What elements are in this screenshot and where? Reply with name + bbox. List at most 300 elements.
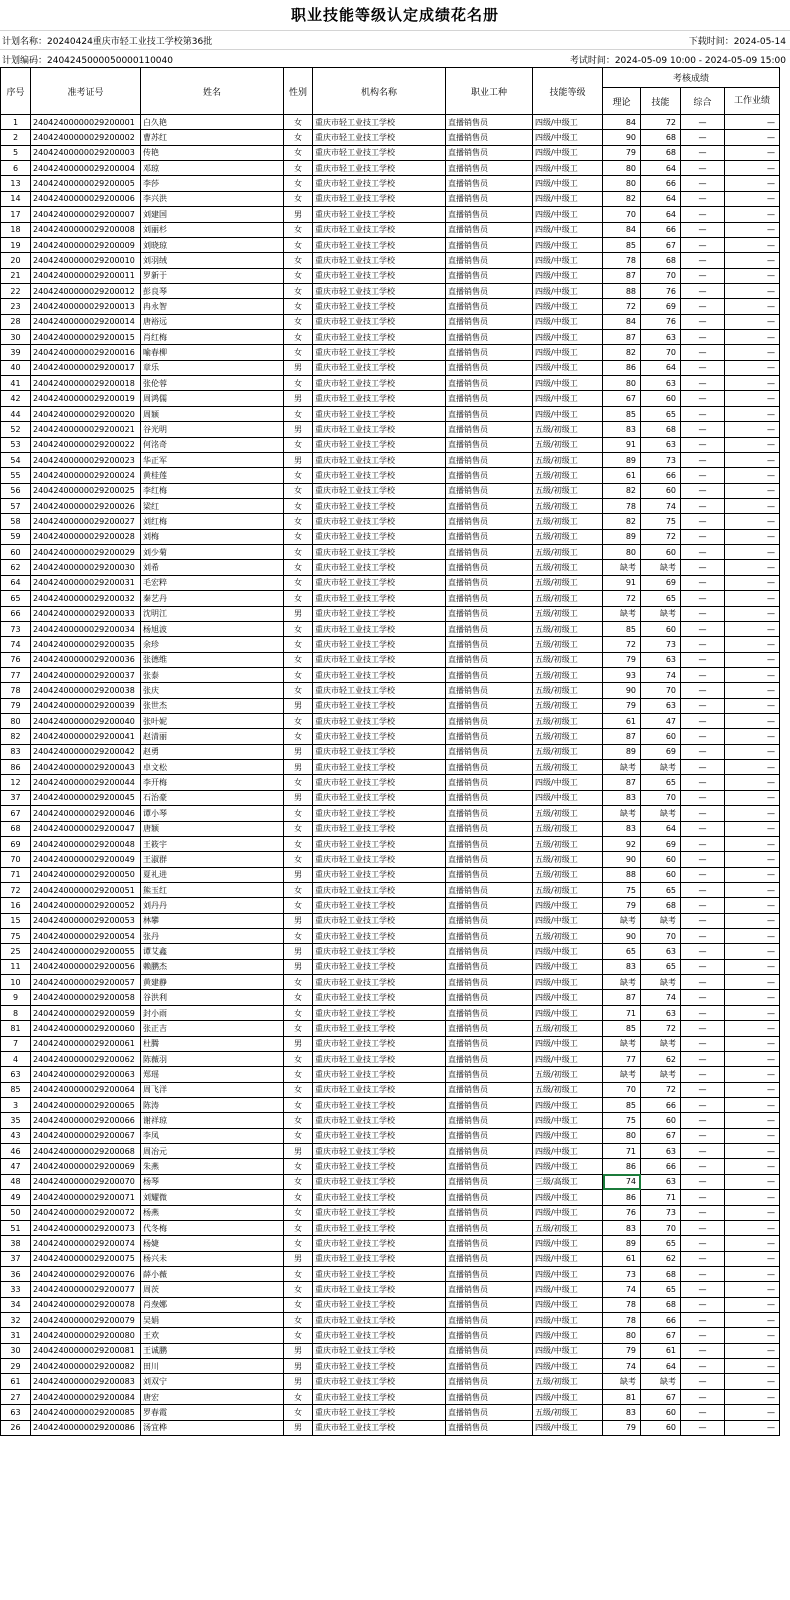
cell-skill[interactable]: 64 <box>641 821 681 836</box>
cell-ticket[interactable]: 24042400000029200086 <box>31 1420 141 1435</box>
cell-name[interactable]: 张叶妮 <box>141 714 284 729</box>
cell-level[interactable]: 四级/中级工 <box>533 1236 603 1251</box>
cell-seq[interactable]: 55 <box>1 468 31 483</box>
cell-seq[interactable]: 42 <box>1 391 31 406</box>
cell-overall[interactable]: — <box>681 1328 725 1343</box>
cell-level[interactable]: 四级/中级工 <box>533 376 603 391</box>
cell-job[interactable]: 直播销售员 <box>446 406 533 421</box>
cell-ticket[interactable]: 24042400000029200076 <box>31 1266 141 1281</box>
cell-work[interactable]: — <box>725 929 780 944</box>
cell-skill[interactable]: 60 <box>641 729 681 744</box>
cell-skill[interactable]: 60 <box>641 1420 681 1435</box>
cell-gender[interactable]: 女 <box>284 898 313 913</box>
cell-level[interactable]: 五级/初级工 <box>533 468 603 483</box>
cell-ticket[interactable]: 24042400000029200057 <box>31 975 141 990</box>
cell-ticket[interactable]: 24042400000029200037 <box>31 667 141 682</box>
cell-overall[interactable]: — <box>681 191 725 206</box>
cell-level[interactable]: 五级/初级工 <box>533 452 603 467</box>
cell-level[interactable]: 四级/中级工 <box>533 314 603 329</box>
cell-name[interactable]: 刘羽绒 <box>141 253 284 268</box>
cell-skill[interactable]: 63 <box>641 944 681 959</box>
cell-ticket[interactable]: 24042400000029200061 <box>31 1036 141 1051</box>
cell-seq[interactable]: 8 <box>1 1005 31 1020</box>
cell-skill[interactable]: 70 <box>641 683 681 698</box>
cell-name[interactable]: 冉永智 <box>141 299 284 314</box>
cell-gender[interactable]: 女 <box>284 929 313 944</box>
cell-name[interactable]: 吴娟 <box>141 1313 284 1328</box>
cell-job[interactable]: 直播销售员 <box>446 790 533 805</box>
cell-work[interactable]: — <box>725 744 780 759</box>
cell-overall[interactable]: — <box>681 1374 725 1389</box>
cell-gender[interactable]: 女 <box>284 836 313 851</box>
cell-seq[interactable]: 16 <box>1 898 31 913</box>
cell-theory[interactable]: 72 <box>603 299 641 314</box>
cell-job[interactable]: 直播销售员 <box>446 806 533 821</box>
cell-skill[interactable]: 65 <box>641 406 681 421</box>
cell-skill[interactable]: 67 <box>641 1128 681 1143</box>
cell-level[interactable]: 四级/中级工 <box>533 222 603 237</box>
cell-theory[interactable]: 83 <box>603 790 641 805</box>
cell-ticket[interactable]: 24042400000029200032 <box>31 591 141 606</box>
cell-overall[interactable]: — <box>681 898 725 913</box>
cell-org[interactable]: 重庆市轻工业技工学校 <box>313 760 446 775</box>
cell-overall[interactable]: — <box>681 1021 725 1036</box>
cell-work[interactable]: — <box>725 852 780 867</box>
cell-overall[interactable]: — <box>681 1236 725 1251</box>
cell-org[interactable]: 重庆市轻工业技工学校 <box>313 591 446 606</box>
cell-work[interactable]: — <box>725 1236 780 1251</box>
cell-seq[interactable]: 9 <box>1 990 31 1005</box>
cell-level[interactable]: 四级/中级工 <box>533 975 603 990</box>
cell-theory[interactable]: 缺考 <box>603 1036 641 1051</box>
cell-ticket[interactable]: 24042400000029200036 <box>31 652 141 667</box>
cell-skill[interactable]: 71 <box>641 1190 681 1205</box>
cell-name[interactable]: 杨婕 <box>141 1236 284 1251</box>
cell-ticket[interactable]: 24042400000029200030 <box>31 560 141 575</box>
cell-org[interactable]: 重庆市轻工业技工学校 <box>313 1420 446 1435</box>
cell-ticket[interactable]: 24042400000029200072 <box>31 1205 141 1220</box>
cell-ticket[interactable]: 24042400000029200038 <box>31 683 141 698</box>
cell-ticket[interactable]: 24042400000029200015 <box>31 330 141 345</box>
cell-ticket[interactable]: 24042400000029200014 <box>31 314 141 329</box>
cell-org[interactable]: 重庆市轻工业技工学校 <box>313 130 446 145</box>
cell-theory[interactable]: 87 <box>603 268 641 283</box>
cell-seq[interactable]: 82 <box>1 729 31 744</box>
cell-level[interactable]: 四级/中级工 <box>533 1051 603 1066</box>
cell-org[interactable]: 重庆市轻工业技工学校 <box>313 268 446 283</box>
cell-skill[interactable]: 65 <box>641 882 681 897</box>
cell-work[interactable]: — <box>725 1005 780 1020</box>
cell-level[interactable]: 四级/中级工 <box>533 191 603 206</box>
cell-gender[interactable]: 女 <box>284 529 313 544</box>
cell-theory[interactable]: 72 <box>603 591 641 606</box>
cell-ticket[interactable]: 24042400000029200080 <box>31 1328 141 1343</box>
cell-org[interactable]: 重庆市轻工业技工学校 <box>313 1374 446 1389</box>
cell-theory[interactable]: 79 <box>603 1420 641 1435</box>
cell-skill[interactable]: 73 <box>641 1205 681 1220</box>
cell-name[interactable]: 刘丹丹 <box>141 898 284 913</box>
cell-ticket[interactable]: 24042400000029200049 <box>31 852 141 867</box>
cell-theory[interactable]: 79 <box>603 145 641 160</box>
cell-ticket[interactable]: 24042400000029200002 <box>31 130 141 145</box>
cell-theory[interactable]: 89 <box>603 744 641 759</box>
cell-ticket[interactable]: 24042400000029200005 <box>31 176 141 191</box>
cell-overall[interactable]: — <box>681 391 725 406</box>
cell-name[interactable]: 罗春霞 <box>141 1405 284 1420</box>
cell-level[interactable]: 四级/中级工 <box>533 1190 603 1205</box>
cell-work[interactable]: — <box>725 115 780 130</box>
cell-seq[interactable]: 69 <box>1 836 31 851</box>
cell-gender[interactable]: 男 <box>284 1359 313 1374</box>
cell-work[interactable]: — <box>725 1082 780 1097</box>
cell-level[interactable]: 五级/初级工 <box>533 821 603 836</box>
cell-theory[interactable]: 83 <box>603 821 641 836</box>
cell-work[interactable]: — <box>725 191 780 206</box>
cell-overall[interactable]: — <box>681 145 725 160</box>
cell-work[interactable]: — <box>725 560 780 575</box>
cell-org[interactable]: 重庆市轻工业技工学校 <box>313 1328 446 1343</box>
cell-level[interactable]: 四级/中级工 <box>533 268 603 283</box>
cell-gender[interactable]: 女 <box>284 483 313 498</box>
cell-seq[interactable]: 12 <box>1 775 31 790</box>
cell-seq[interactable]: 40 <box>1 360 31 375</box>
cell-name[interactable]: 杨兴未 <box>141 1251 284 1266</box>
cell-theory[interactable]: 缺考 <box>603 1067 641 1082</box>
cell-skill[interactable]: 62 <box>641 1251 681 1266</box>
cell-ticket[interactable]: 24042400000029200025 <box>31 483 141 498</box>
cell-gender[interactable]: 女 <box>284 729 313 744</box>
cell-work[interactable]: — <box>725 621 780 636</box>
cell-skill[interactable]: 69 <box>641 575 681 590</box>
cell-ticket[interactable]: 24042400000029200042 <box>31 744 141 759</box>
cell-seq[interactable]: 76 <box>1 652 31 667</box>
cell-job[interactable]: 直播销售员 <box>446 468 533 483</box>
cell-name[interactable]: 毛宏粹 <box>141 575 284 590</box>
cell-theory[interactable]: 79 <box>603 1343 641 1358</box>
cell-seq[interactable]: 72 <box>1 882 31 897</box>
cell-seq[interactable]: 73 <box>1 621 31 636</box>
cell-skill[interactable]: 缺考 <box>641 806 681 821</box>
cell-work[interactable]: — <box>725 882 780 897</box>
cell-gender[interactable]: 女 <box>284 1282 313 1297</box>
cell-ticket[interactable]: 24042400000029200070 <box>31 1174 141 1189</box>
cell-level[interactable]: 五级/初级工 <box>533 437 603 452</box>
cell-level[interactable]: 四级/中级工 <box>533 345 603 360</box>
cell-name[interactable]: 余珍 <box>141 637 284 652</box>
cell-overall[interactable]: — <box>681 483 725 498</box>
cell-skill[interactable]: 65 <box>641 959 681 974</box>
cell-theory[interactable]: 61 <box>603 714 641 729</box>
cell-gender[interactable]: 女 <box>284 222 313 237</box>
cell-job[interactable]: 直播销售员 <box>446 237 533 252</box>
cell-org[interactable]: 重庆市轻工业技工学校 <box>313 1082 446 1097</box>
cell-level[interactable]: 四级/中级工 <box>533 990 603 1005</box>
cell-name[interactable]: 周冶元 <box>141 1144 284 1159</box>
cell-skill[interactable]: 68 <box>641 145 681 160</box>
cell-name[interactable]: 刘少菊 <box>141 545 284 560</box>
cell-seq[interactable]: 37 <box>1 1251 31 1266</box>
cell-theory[interactable]: 87 <box>603 990 641 1005</box>
cell-skill[interactable]: 70 <box>641 268 681 283</box>
cell-org[interactable]: 重庆市轻工业技工学校 <box>313 498 446 513</box>
cell-overall[interactable]: — <box>681 575 725 590</box>
cell-overall[interactable]: — <box>681 314 725 329</box>
cell-org[interactable]: 重庆市轻工业技工学校 <box>313 944 446 959</box>
cell-job[interactable]: 直播销售员 <box>446 1082 533 1097</box>
cell-seq[interactable]: 85 <box>1 1082 31 1097</box>
cell-gender[interactable]: 男 <box>284 207 313 222</box>
cell-theory[interactable]: 83 <box>603 422 641 437</box>
cell-name[interactable]: 张庆 <box>141 683 284 698</box>
cell-skill[interactable]: 缺考 <box>641 975 681 990</box>
cell-theory[interactable]: 89 <box>603 529 641 544</box>
cell-name[interactable]: 张世杰 <box>141 698 284 713</box>
cell-work[interactable]: — <box>725 452 780 467</box>
cell-level[interactable]: 五级/初级工 <box>533 836 603 851</box>
cell-job[interactable]: 直播销售员 <box>446 1190 533 1205</box>
cell-skill[interactable]: 70 <box>641 929 681 944</box>
cell-org[interactable]: 重庆市轻工业技工学校 <box>313 1005 446 1020</box>
cell-ticket[interactable]: 24042400000029200009 <box>31 237 141 252</box>
cell-work[interactable]: — <box>725 867 780 882</box>
cell-theory[interactable]: 84 <box>603 115 641 130</box>
cell-seq[interactable]: 43 <box>1 1128 31 1143</box>
cell-skill[interactable]: 66 <box>641 468 681 483</box>
cell-theory[interactable]: 89 <box>603 452 641 467</box>
cell-level[interactable]: 四级/中级工 <box>533 145 603 160</box>
cell-work[interactable]: — <box>725 130 780 145</box>
cell-theory[interactable]: 67 <box>603 391 641 406</box>
cell-job[interactable]: 直播销售员 <box>446 1174 533 1189</box>
cell-level[interactable]: 四级/中级工 <box>533 1113 603 1128</box>
cell-theory[interactable]: 85 <box>603 406 641 421</box>
cell-org[interactable]: 重庆市轻工业技工学校 <box>313 437 446 452</box>
cell-work[interactable]: — <box>725 545 780 560</box>
cell-ticket[interactable]: 24042400000029200063 <box>31 1067 141 1082</box>
cell-seq[interactable]: 25 <box>1 944 31 959</box>
cell-seq[interactable]: 75 <box>1 929 31 944</box>
cell-name[interactable]: 刘双宁 <box>141 1374 284 1389</box>
cell-seq[interactable]: 37 <box>1 790 31 805</box>
cell-seq[interactable]: 49 <box>1 1190 31 1205</box>
cell-job[interactable]: 直播销售员 <box>446 1405 533 1420</box>
cell-name[interactable]: 张泰 <box>141 667 284 682</box>
cell-org[interactable]: 重庆市轻工业技工学校 <box>313 161 446 176</box>
cell-job[interactable]: 直播销售员 <box>446 652 533 667</box>
cell-org[interactable]: 重庆市轻工业技工学校 <box>313 468 446 483</box>
cell-job[interactable]: 直播销售员 <box>446 1359 533 1374</box>
cell-overall[interactable]: — <box>681 821 725 836</box>
cell-skill[interactable]: 64 <box>641 207 681 222</box>
cell-gender[interactable]: 女 <box>284 1190 313 1205</box>
cell-job[interactable]: 直播销售员 <box>446 898 533 913</box>
cell-work[interactable]: — <box>725 1036 780 1051</box>
cell-skill[interactable]: 65 <box>641 591 681 606</box>
cell-seq[interactable]: 29 <box>1 1359 31 1374</box>
cell-gender[interactable]: 女 <box>284 176 313 191</box>
cell-overall[interactable]: — <box>681 1051 725 1066</box>
cell-work[interactable]: — <box>725 422 780 437</box>
cell-job[interactable]: 直播销售员 <box>446 729 533 744</box>
cell-org[interactable]: 重庆市轻工业技工学校 <box>313 391 446 406</box>
cell-gender[interactable]: 女 <box>284 575 313 590</box>
cell-theory[interactable]: 73 <box>603 1266 641 1281</box>
cell-theory[interactable]: 82 <box>603 191 641 206</box>
cell-theory[interactable]: 83 <box>603 1220 641 1235</box>
cell-job[interactable]: 直播销售员 <box>446 1313 533 1328</box>
cell-skill[interactable]: 63 <box>641 1174 681 1189</box>
cell-level[interactable]: 五级/初级工 <box>533 929 603 944</box>
cell-gender[interactable]: 女 <box>284 637 313 652</box>
cell-theory[interactable]: 86 <box>603 360 641 375</box>
cell-ticket[interactable]: 24042400000029200075 <box>31 1251 141 1266</box>
cell-work[interactable]: — <box>725 360 780 375</box>
cell-work[interactable]: — <box>725 283 780 298</box>
cell-work[interactable]: — <box>725 652 780 667</box>
cell-ticket[interactable]: 24042400000029200074 <box>31 1236 141 1251</box>
cell-seq[interactable]: 62 <box>1 560 31 575</box>
cell-gender[interactable]: 女 <box>284 437 313 452</box>
cell-gender[interactable]: 女 <box>284 1082 313 1097</box>
cell-level[interactable]: 四级/中级工 <box>533 330 603 345</box>
cell-work[interactable]: — <box>725 913 780 928</box>
cell-skill[interactable]: 64 <box>641 161 681 176</box>
cell-level[interactable]: 四级/中级工 <box>533 283 603 298</box>
cell-level[interactable]: 四级/中级工 <box>533 775 603 790</box>
cell-org[interactable]: 重庆市轻工业技工学校 <box>313 806 446 821</box>
cell-level[interactable]: 五级/初级工 <box>533 1374 603 1389</box>
cell-skill[interactable]: 缺考 <box>641 1067 681 1082</box>
cell-overall[interactable]: — <box>681 606 725 621</box>
cell-ticket[interactable]: 24042400000029200013 <box>31 299 141 314</box>
cell-overall[interactable]: — <box>681 1420 725 1435</box>
cell-org[interactable]: 重庆市轻工业技工学校 <box>313 191 446 206</box>
cell-name[interactable]: 田川 <box>141 1359 284 1374</box>
cell-theory[interactable]: 74 <box>603 1359 641 1374</box>
cell-ticket[interactable]: 24042400000029200007 <box>31 207 141 222</box>
cell-name[interactable]: 刘耀微 <box>141 1190 284 1205</box>
cell-theory[interactable]: 90 <box>603 852 641 867</box>
cell-level[interactable]: 四级/中级工 <box>533 115 603 130</box>
cell-work[interactable]: — <box>725 1282 780 1297</box>
cell-level[interactable]: 四级/中级工 <box>533 1420 603 1435</box>
cell-org[interactable]: 重庆市轻工业技工学校 <box>313 283 446 298</box>
cell-seq[interactable]: 68 <box>1 821 31 836</box>
cell-level[interactable]: 五级/初级工 <box>533 498 603 513</box>
cell-work[interactable]: — <box>725 498 780 513</box>
cell-theory[interactable]: 70 <box>603 1082 641 1097</box>
cell-overall[interactable]: — <box>681 422 725 437</box>
cell-job[interactable]: 直播销售员 <box>446 1374 533 1389</box>
cell-skill[interactable]: 60 <box>641 1405 681 1420</box>
cell-job[interactable]: 直播销售员 <box>446 207 533 222</box>
cell-overall[interactable]: — <box>681 882 725 897</box>
cell-theory[interactable]: 71 <box>603 1005 641 1020</box>
cell-work[interactable]: — <box>725 437 780 452</box>
cell-overall[interactable]: — <box>681 268 725 283</box>
cell-theory[interactable]: 缺考 <box>603 913 641 928</box>
cell-seq[interactable]: 35 <box>1 1113 31 1128</box>
cell-work[interactable]: — <box>725 591 780 606</box>
cell-level[interactable]: 五级/初级工 <box>533 621 603 636</box>
cell-work[interactable]: — <box>725 1144 780 1159</box>
cell-gender[interactable]: 女 <box>284 1098 313 1113</box>
cell-theory[interactable]: 缺考 <box>603 806 641 821</box>
cell-work[interactable]: — <box>725 1128 780 1143</box>
cell-job[interactable]: 直播销售员 <box>446 1128 533 1143</box>
cell-job[interactable]: 直播销售员 <box>446 698 533 713</box>
cell-org[interactable]: 重庆市轻工业技工学校 <box>313 345 446 360</box>
cell-name[interactable]: 王筱宇 <box>141 836 284 851</box>
cell-gender[interactable]: 女 <box>284 406 313 421</box>
cell-ticket[interactable]: 24042400000029200016 <box>31 345 141 360</box>
cell-work[interactable]: — <box>725 775 780 790</box>
cell-seq[interactable]: 81 <box>1 1021 31 1036</box>
cell-seq[interactable]: 63 <box>1 1067 31 1082</box>
cell-work[interactable]: — <box>725 806 780 821</box>
cell-gender[interactable]: 男 <box>284 606 313 621</box>
cell-org[interactable]: 重庆市轻工业技工学校 <box>313 714 446 729</box>
cell-job[interactable]: 直播销售员 <box>446 775 533 790</box>
cell-theory[interactable]: 88 <box>603 867 641 882</box>
cell-level[interactable]: 五级/初级工 <box>533 560 603 575</box>
cell-overall[interactable]: — <box>681 637 725 652</box>
cell-ticket[interactable]: 24042400000029200079 <box>31 1313 141 1328</box>
cell-gender[interactable]: 女 <box>284 667 313 682</box>
cell-job[interactable]: 直播销售员 <box>446 299 533 314</box>
cell-job[interactable]: 直播销售员 <box>446 1297 533 1312</box>
cell-theory[interactable]: 81 <box>603 1389 641 1404</box>
cell-work[interactable]: — <box>725 483 780 498</box>
cell-level[interactable]: 四级/中级工 <box>533 253 603 268</box>
cell-theory[interactable]: 90 <box>603 683 641 698</box>
cell-overall[interactable]: — <box>681 667 725 682</box>
cell-job[interactable]: 直播销售员 <box>446 714 533 729</box>
cell-theory[interactable]: 71 <box>603 1144 641 1159</box>
cell-level[interactable]: 三级/高级工 <box>533 1174 603 1189</box>
cell-job[interactable]: 直播销售员 <box>446 283 533 298</box>
cell-job[interactable]: 直播销售员 <box>446 852 533 867</box>
cell-level[interactable]: 四级/中级工 <box>533 406 603 421</box>
cell-gender[interactable]: 女 <box>284 975 313 990</box>
cell-seq[interactable]: 67 <box>1 806 31 821</box>
cell-org[interactable]: 重庆市轻工业技工学校 <box>313 1251 446 1266</box>
cell-theory[interactable]: 91 <box>603 575 641 590</box>
cell-org[interactable]: 重庆市轻工业技工学校 <box>313 545 446 560</box>
cell-job[interactable]: 直播销售员 <box>446 760 533 775</box>
cell-theory[interactable]: 缺考 <box>603 975 641 990</box>
cell-work[interactable]: — <box>725 145 780 160</box>
cell-name[interactable]: 谢祥琼 <box>141 1113 284 1128</box>
cell-work[interactable]: — <box>725 1174 780 1189</box>
cell-name[interactable]: 喻春柳 <box>141 345 284 360</box>
cell-seq[interactable]: 32 <box>1 1313 31 1328</box>
cell-overall[interactable]: — <box>681 437 725 452</box>
cell-org[interactable]: 重庆市轻工业技工学校 <box>313 360 446 375</box>
cell-level[interactable]: 五级/初级工 <box>533 1021 603 1036</box>
cell-seq[interactable]: 3 <box>1 1098 31 1113</box>
cell-ticket[interactable]: 24042400000029200066 <box>31 1113 141 1128</box>
cell-name[interactable]: 唐宏 <box>141 1389 284 1404</box>
cell-job[interactable]: 直播销售员 <box>446 391 533 406</box>
cell-org[interactable]: 重庆市轻工业技工学校 <box>313 330 446 345</box>
cell-name[interactable]: 谷光明 <box>141 422 284 437</box>
cell-theory[interactable]: 87 <box>603 330 641 345</box>
cell-gender[interactable]: 男 <box>284 391 313 406</box>
cell-skill[interactable]: 60 <box>641 867 681 882</box>
cell-name[interactable]: 秦艺丹 <box>141 591 284 606</box>
cell-overall[interactable]: — <box>681 1098 725 1113</box>
